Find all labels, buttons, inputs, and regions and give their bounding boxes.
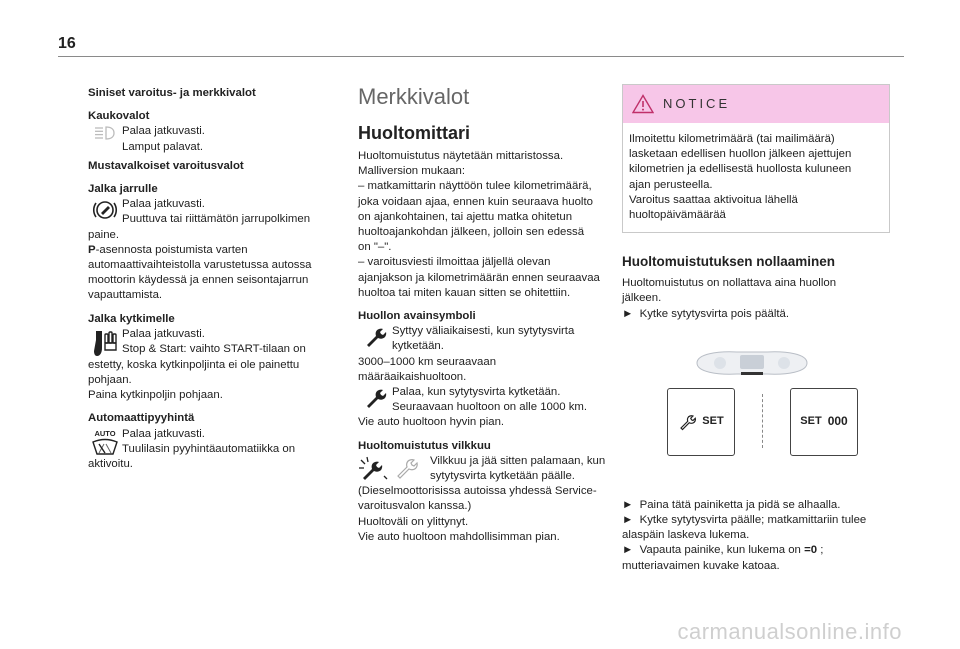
dashboard-illustration — [692, 348, 812, 378]
jalka-jarrulle-line-5: automaattivaihteistolla varustetussa autossa — [88, 259, 312, 272]
set-button — [667, 388, 735, 456]
intro-line-7: on "–". — [358, 241, 392, 254]
reset-intro-line-2: jälkeen. — [622, 292, 662, 305]
automaattipyyhinta-line-1: Palaa jatkuvasti. — [122, 427, 205, 440]
avainsymboli-line-6: Seuraavaan huoltoon on alle 1000 km. — [392, 401, 588, 414]
automaattipyyhinta-line-3: aktivoitu. — [88, 458, 133, 471]
jalka-jarrulle-line-7: vapauttamista. — [88, 289, 163, 302]
step-arrow: ► — [622, 544, 634, 557]
notice-body — [623, 123, 889, 232]
step-4-zero: =0 — [804, 544, 818, 557]
kaukovalot-line-1: Palaa jatkuvasti. — [122, 125, 205, 138]
reset-title: Huoltomuistutuksen nollaaminen — [622, 254, 836, 270]
avainsymboli-entry-1 — [358, 324, 608, 354]
left-column — [88, 86, 328, 472]
intro-line-2: Malliversion mukaan: — [358, 165, 465, 178]
step-4-text-b: ; — [817, 544, 824, 557]
jalka-jarrulle-line-1: Palaa jatkuvasti. — [122, 198, 205, 211]
auto-wiper-icon — [88, 427, 122, 457]
vilkkuu-title: Huoltomuistutus vilkkuu — [358, 439, 491, 452]
notice-label: NOTICE — [663, 96, 731, 112]
intro-line-5: on ajankohtainen, tai ajettu matka ohitetun — [358, 210, 573, 223]
reset-intro-line-1: Huoltomuistutus on nollattava aina huollon — [622, 277, 837, 290]
wrench-icon — [358, 385, 392, 415]
step-arrow: ► — [622, 498, 634, 511]
avainsymboli-line-3: 3000–1000 km seuraavaan — [358, 355, 497, 368]
set-button-label: SET — [702, 415, 724, 428]
step-4-cont: mutteriavaimen kuvake katoaa. — [622, 559, 780, 572]
avainsymboli-line-7: Vie auto huoltoon hyvin pian. — [358, 416, 505, 429]
jalka-jarrulle-line-4 — [88, 243, 328, 258]
step-3-cont: alaspäin laskeva lukema. — [622, 529, 750, 542]
step-1 — [622, 307, 890, 322]
jalka-kytkimelle-line-1: Palaa jatkuvasti. — [122, 327, 205, 340]
p-gear-text: -asennosta poistumista varten — [95, 243, 248, 256]
set-zero-label-a: SET — [800, 415, 822, 428]
jalka-jarrulle-entry — [88, 197, 328, 227]
middle-column — [358, 84, 608, 545]
avainsymboli-line-1: Syttyy väliaikaisesti, kun sytytysvirta — [392, 325, 575, 338]
avainsymboli-line-2: kytketään. — [392, 340, 444, 353]
avainsymboli-entry-2 — [358, 385, 608, 415]
intro-line-10: huoltoa tai miten kauan sitten se ohitettiin. — [358, 286, 571, 299]
automaattipyyhinta-entry — [88, 427, 328, 457]
intro-line-4: joka voidaan ajaa, ennen kuin seuraava huolto — [358, 195, 593, 208]
jalka-kytkimelle-line-2: Stop & Start: vaihto START-tilaan on — [122, 343, 306, 356]
merkkivalot-title: Merkkivalot — [358, 84, 470, 109]
warning-triangle-icon — [623, 94, 663, 114]
step-2-text: Paina tätä painiketta ja pidä se alhaalla. — [639, 498, 841, 511]
intro-line-9: ajanjakson ja kilometrimäärän ennen seuraavaa — [358, 271, 600, 284]
notice-header — [623, 85, 889, 123]
jalka-kytkimelle-line-4: pohjaan. — [88, 374, 132, 387]
jalka-kytkimelle-line-5: Paina kytkinpoljin pohjaan. — [88, 389, 223, 402]
jalka-jarrulle-line-2: Puuttuva tai riittämätön jarrupolkimen — [122, 213, 311, 226]
set-zero-label-b: 000 — [827, 414, 848, 429]
watermark: carmanualsonline.info — [677, 618, 902, 644]
vilkkuu-line-4: varoitusvalon kanssa.) — [358, 500, 472, 513]
step-arrow: ► — [622, 307, 634, 320]
intro-line-6: huoltoajankohdan jälkeen, jolloin sen edessä — [358, 226, 585, 239]
step-3-text-a: Kytke sytytysvirta päälle; matkamittariin tulee — [639, 514, 867, 527]
notice-line-3: kilometrien ja edellisestä huollosta kuluneen — [629, 163, 852, 176]
notice-line-2: lasketaan edellisen huollon jälkeen ajettujen — [629, 148, 852, 161]
set-zero-button — [790, 388, 858, 456]
notice-line-4: ajan perusteella. — [629, 178, 713, 191]
jalka-jarrulle-line-3: paine. — [88, 228, 120, 241]
notice-line-1: Ilmoitettu kilometrimäärä (tai mailimäärä) — [629, 133, 835, 145]
automaattipyyhinta-line-2: Tuulilasin pyyhintäautomatiikka on — [122, 442, 296, 455]
wrench-icon — [678, 413, 696, 431]
high-beam-icon — [88, 124, 122, 154]
top-divider — [58, 56, 904, 57]
step-1-text: Kytke sytytysvirta pois päältä. — [639, 307, 790, 320]
intro-line-1: Huoltomuistutus näytetään mittaristossa. — [358, 150, 564, 162]
vilkkuu-line-5: Huoltoväli on ylittynyt. — [358, 515, 469, 528]
avainsymboli-line-5: Palaa, kun sytytysvirta kytketään. — [392, 386, 561, 399]
notice-box — [622, 84, 890, 233]
jalka-jarrulle-title: Jalka jarrulle — [88, 183, 158, 196]
automaattipyyhinta-title: Automaattipyyhintä — [88, 412, 195, 425]
step-2 — [622, 498, 890, 513]
intro-line-3: – matkamittarin näyttöön tulee kilometrimäärä, — [358, 180, 592, 193]
flashing-wrench-icons — [358, 454, 430, 484]
intro-line-8: – varoitusviesti ilmoittaa jäljellä olevan — [358, 256, 551, 269]
flashing-wrench-icon — [358, 456, 388, 482]
heading-black-lights: Mustavalkoiset varoitusvalot — [88, 159, 244, 172]
avainsymboli-line-4: määräaikaishuoltoon. — [358, 370, 467, 383]
button-illustration — [622, 388, 890, 498]
jalka-kytkimelle-title: Jalka kytkimelle — [88, 312, 175, 325]
page-number: 16 — [58, 35, 76, 52]
jalka-kytkimelle-line-3: estetty, koska kytkinpoljinta ei ole painettu — [88, 358, 300, 371]
kaukovalot-line-2: Lamput palavat. — [122, 140, 204, 153]
auto-wiper-label: AUTO — [94, 428, 116, 438]
kaukovalot-entry — [88, 124, 328, 154]
vilkkuu-line-2: sytytysvirta kytketään päälle. — [430, 470, 575, 483]
vilkkuu-line-1: Vilkkuu ja jää sitten palamaan, kun — [430, 454, 606, 467]
brake-pedal-icon — [88, 197, 122, 227]
dashed-divider — [762, 394, 763, 448]
vilkkuu-line-3: (Dieselmoottorisissa autoissa yhdessä Service- — [358, 485, 597, 498]
notice-line-6: huoltopäivämäärää — [629, 209, 726, 222]
vilkkuu-entry — [358, 454, 608, 484]
wrench-icon — [358, 324, 392, 354]
notice-line-5: Varoitus saattaa aktivoitua lähellä — [629, 193, 798, 206]
right-column — [622, 84, 890, 574]
clutch-foot-icon — [88, 327, 122, 358]
avainsymboli-title: Huollon avainsymboli — [358, 310, 476, 323]
huoltomittari-title: Huoltomittari — [358, 123, 470, 143]
step-4-text-a: Vapauta painike, kun lukema on — [639, 544, 805, 557]
p-gear-letter: P — [88, 243, 96, 256]
jalka-jarrulle-line-6: moottorin käydessä ja ennen seisontajarrun — [88, 274, 309, 287]
step-arrow: ► — [622, 514, 634, 527]
heading-blue-lights: Siniset varoitus- ja merkkivalot — [88, 87, 256, 99]
wrench-outline-icon — [394, 456, 420, 480]
step-3 — [622, 513, 890, 528]
step-4 — [622, 543, 890, 558]
jalka-kytkimelle-entry — [88, 327, 328, 358]
kaukovalot-title: Kaukovalot — [88, 110, 150, 123]
vilkkuu-line-6: Vie auto huoltoon mahdollisimman pian. — [358, 530, 560, 543]
